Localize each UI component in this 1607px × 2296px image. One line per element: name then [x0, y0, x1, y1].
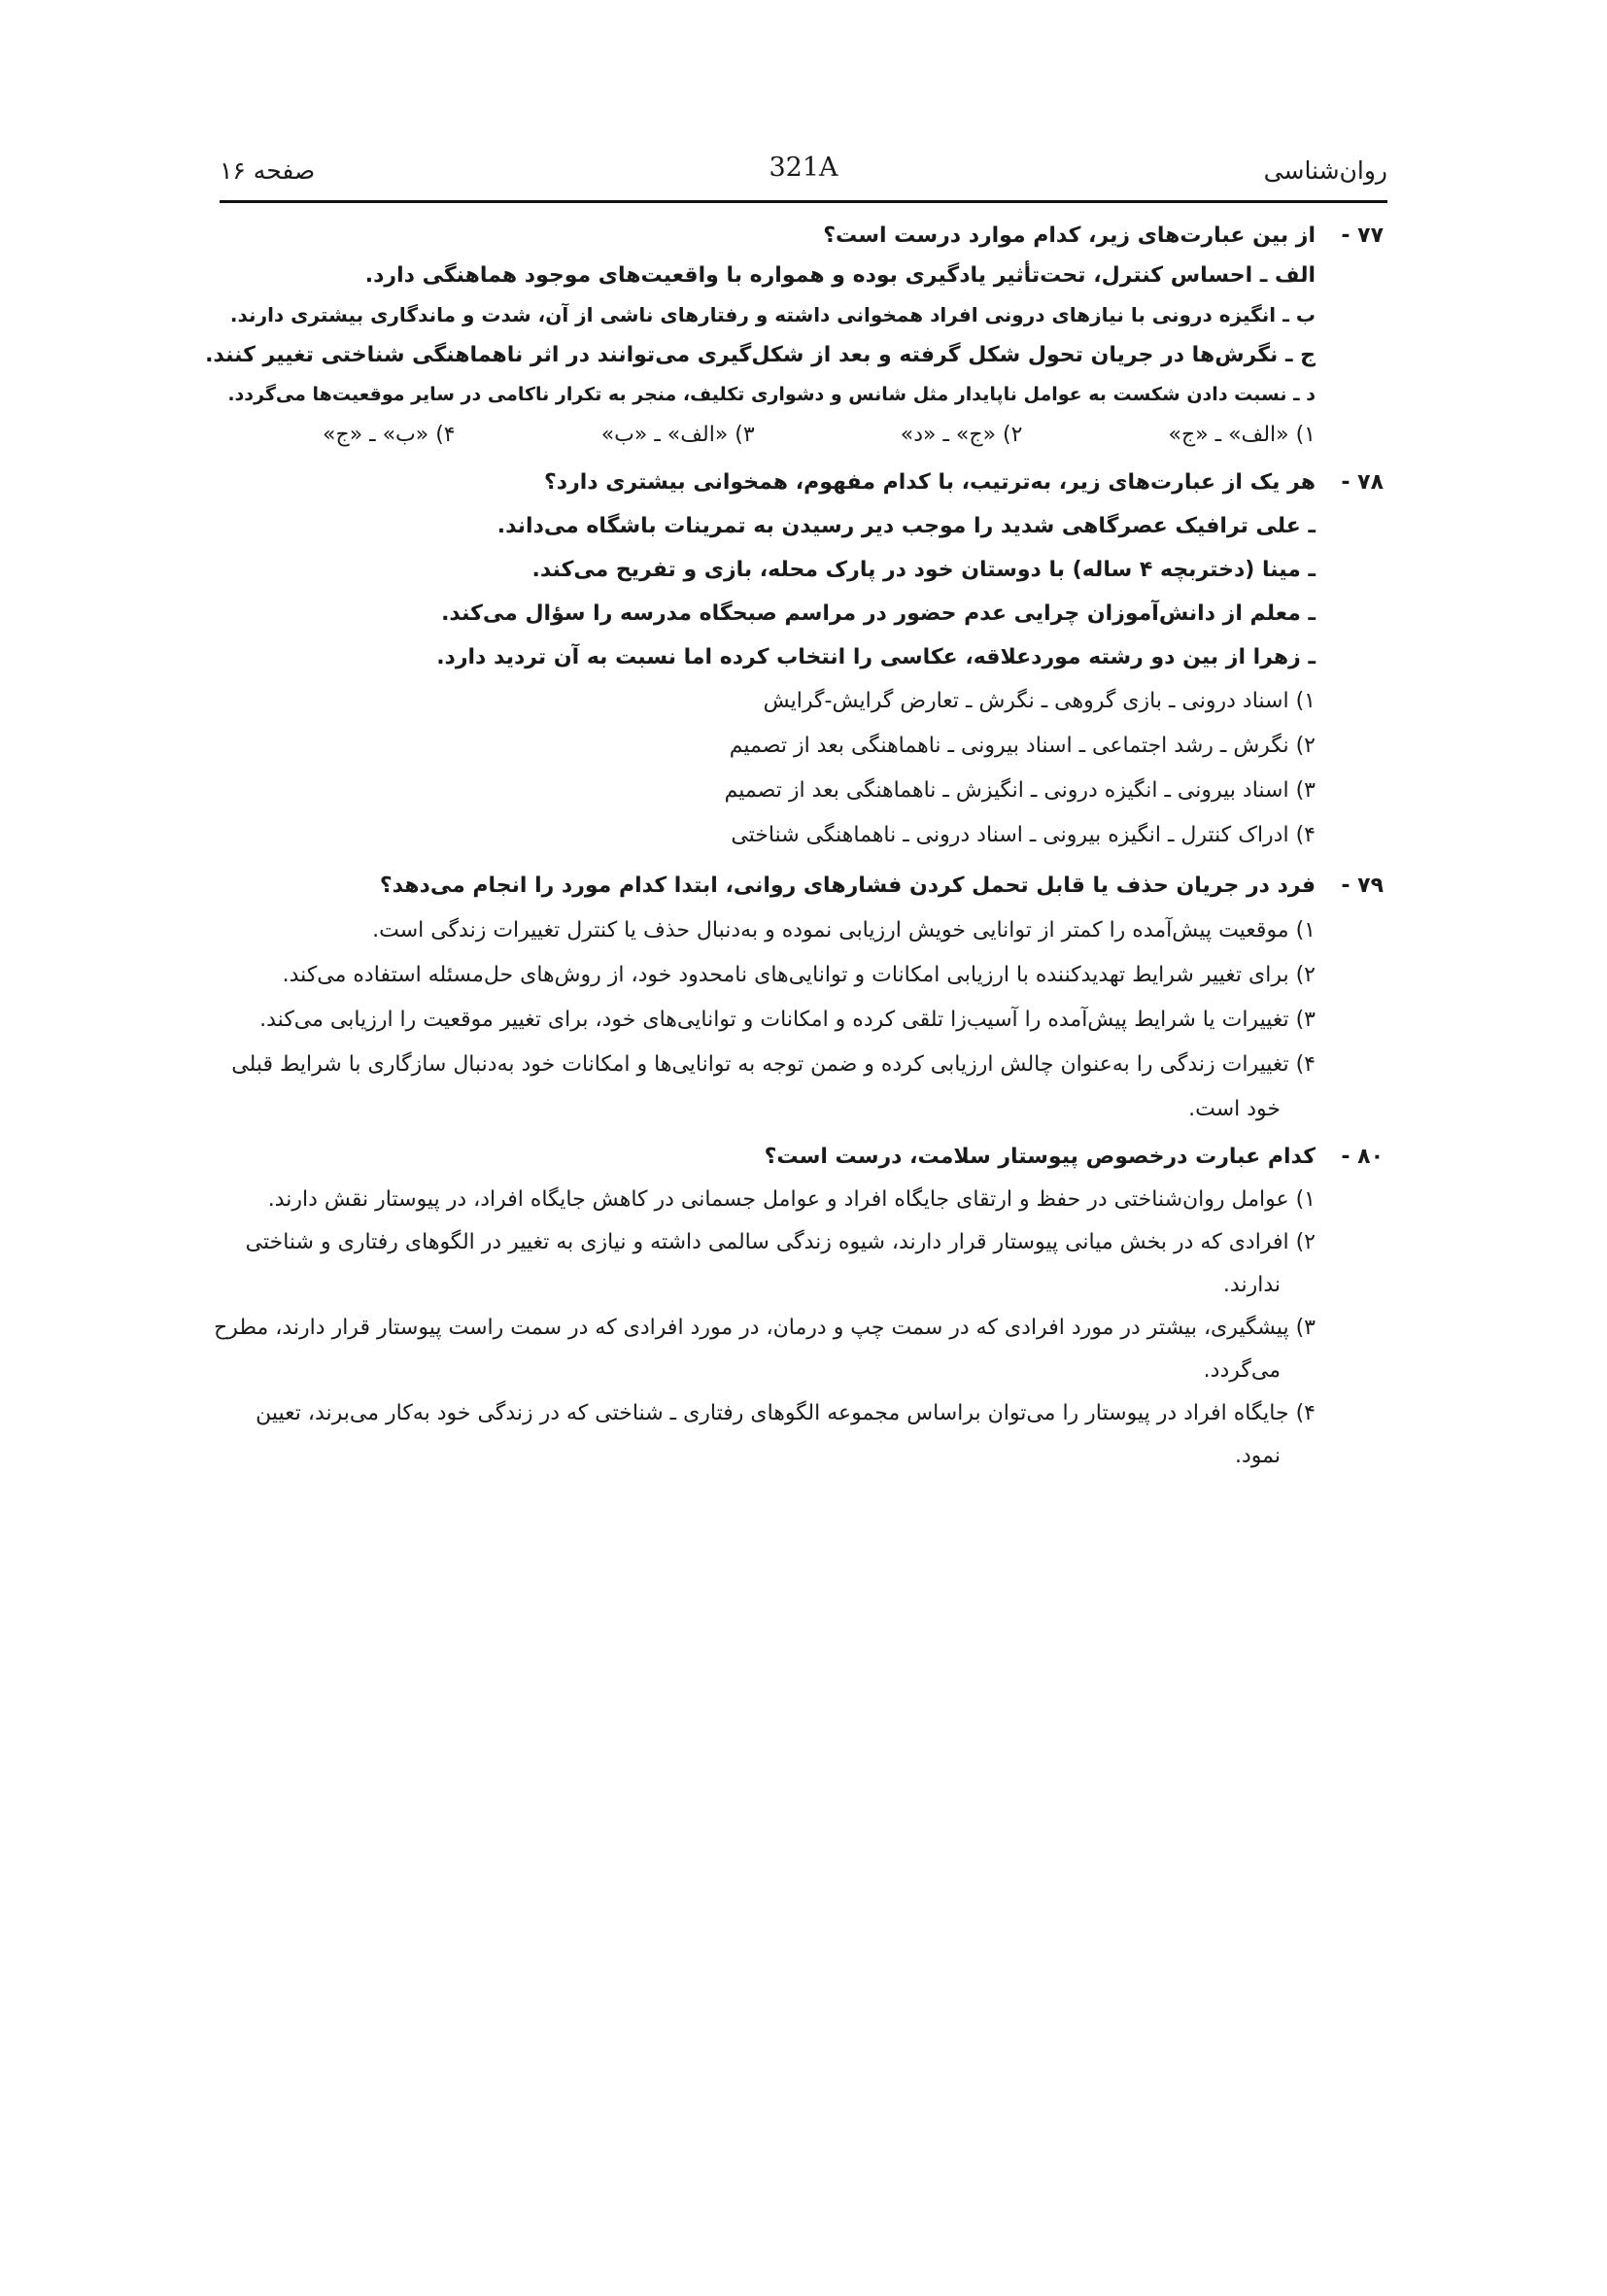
option-1[interactable]: ۱) «الف» ـ «ج»: [1168, 423, 1316, 447]
question-text: کدام عبارت درخصوص پیوستار سلامت، درست است؟: [764, 1145, 1316, 1169]
option-2[interactable]: ۲) «ج» ـ «د»: [900, 423, 1023, 447]
option-2[interactable]: ۲) نگرش ـ رشد اجتماعی ـ اسناد بیرونی ـ ناهماهنگی بعد از تصمیم: [729, 734, 1316, 758]
question-text: هر یک از عبارت‌های زیر، به‌ترتیب، با کدام مفهوم، همخوانی بیشتری دارد؟: [544, 470, 1316, 495]
question-80: [206, 1136, 1384, 1478]
page-header: [220, 151, 1387, 199]
questions-list: [206, 216, 1384, 1478]
question-number: ۸۰ -: [1341, 1145, 1384, 1169]
option-1[interactable]: ۱) موقعیت پیش‌آمده را کمتر از توانایی خویش ارزیابی نموده و به‌دنبال حذف یا کنترل تغییرات زندگی است.: [372, 918, 1316, 942]
statement: ـ زهرا از بین دو رشته موردعلاقه، عکاسی را انتخاب کرده اما نسبت به آن تردید دارد.: [436, 645, 1316, 669]
option-1[interactable]: ۱) اسناد درونی ـ بازی گروهی ـ نگرش ـ تعارض گرایش-گرایش: [763, 689, 1316, 713]
page-number: صفحه ۱۶: [220, 156, 316, 185]
question-number: ۷۸ -: [1341, 470, 1384, 495]
question-text: از بین عبارت‌های زیر، کدام موارد درست است؟: [823, 223, 1316, 248]
option-2[interactable]: ۲) افرادی که در بخش میانی پیوستار قرار دارند، شیوه زندگی سالمی داشته و نیازی به تغییر در الگوهای رفتاری و شناختی ندارند.: [245, 1230, 1316, 1297]
option-2[interactable]: ۲) برای تغییر شرایط تهدیدکننده با ارزیابی امکانات و توانایی‌های نامحدود خود، از روش‌های حل‌مسئله استفاده می‌کند.: [282, 963, 1316, 987]
option-1[interactable]: ۱) عوامل روان‌شناختی در حفظ و ارتقای جایگاه افراد و عوامل جسمانی در کاهش جایگاه افراد، در پیوستار نقش دارند.: [267, 1187, 1316, 1212]
question-number: ۷۹ -: [1341, 874, 1384, 898]
statement: ـ معلم از دانش‌آموزان چرایی عدم حضور در مراسم صبحگاه مدرسه را سؤال می‌کند.: [441, 601, 1316, 626]
option-4[interactable]: ۴) «ب» ـ «ج»: [323, 423, 456, 447]
question-77: [206, 216, 1384, 455]
option-4[interactable]: ۴) ادراک کنترل ـ انگیزه بیرونی ـ اسناد درونی ـ ناهماهنگی شناختی: [731, 823, 1316, 847]
statement: ـ علی ترافیک عصرگاهی شدید را موجب دیر رسیدن به تمرینات باشگاه می‌داند.: [496, 514, 1316, 538]
statement: الف ـ احساس کنترل، تحت‌تأثیر یادگیری بوده و همواره با واقعیت‌های موجود هماهنگی دارد.: [364, 263, 1316, 288]
subject-title: روان‌شناسی: [1263, 156, 1387, 185]
statement: د ـ نسبت دادن شکست به عوامل ناپایدار مثل شانس و دشواری تکلیف، منجر به تکرار ناکامی در سایر موقعیت‌ها می‌گردد.: [227, 384, 1316, 405]
question-79: [206, 864, 1384, 1132]
option-3[interactable]: ۳) تغییرات یا شرایط پیش‌آمده را آسیب‌زا تلقی کرده و امکانات و توانایی‌های خود، برای تغییر موقعیت را ارزیابی می‌کند.: [259, 1008, 1316, 1032]
header-divider: [220, 200, 1387, 203]
options-row: [206, 415, 1316, 455]
option-3[interactable]: ۳) اسناد بیرونی ـ انگیزه درونی ـ انگیزش ـ ناهماهنگی بعد از تصمیم: [724, 778, 1316, 803]
booklet-code: 321A: [769, 153, 838, 183]
statement: ب ـ انگیزه درونی با نیازهای درونی افراد همخوانی داشته و رفتارهای ناشی از آن، شدت و ماندگاری بیشتری دارند.: [229, 303, 1316, 326]
option-3[interactable]: ۳) «الف» ـ «ب»: [600, 423, 755, 447]
statement: ـ مینا (دختربچه ۴ ساله) با دوستان خود در پارک محله، بازی و تفریح می‌کند.: [531, 558, 1316, 582]
option-3[interactable]: ۳) پیشگیری، بیشتر در مورد افرادی که در سمت چپ و درمان، در مورد افرادی که در سمت راست پیوستار قرار دارند، مطرح می‌گردد.: [214, 1316, 1316, 1383]
option-4[interactable]: ۴) جایگاه افراد در پیوستار را می‌توان براساس مجموعه الگوهای رفتاری ـ شناختی که در زندگی خود به‌کار می‌برند، تعیین نمود.: [256, 1401, 1316, 1468]
statement: ج ـ نگرش‌ها در جریان تحول شکل گرفته و بعد از شکل‌گیری می‌توانند در اثر ناهماهنگی شناختی تغییر کنند.: [205, 343, 1316, 367]
question-text: فرد در جریان حذف یا قابل تحمل کردن فشارهای روانی، ابتدا کدام مورد را انجام می‌دهد؟: [379, 874, 1316, 898]
option-4[interactable]: ۴) تغییرات زندگی را به‌عنوان چالش ارزیابی کرده و ضمن توجه به توانایی‌ها و امکانات خود به‌دنبال سازگاری با شرایط قبلی خود است.: [231, 1052, 1316, 1121]
question-78: [206, 461, 1384, 858]
question-number: ۷۷ -: [1341, 223, 1384, 248]
